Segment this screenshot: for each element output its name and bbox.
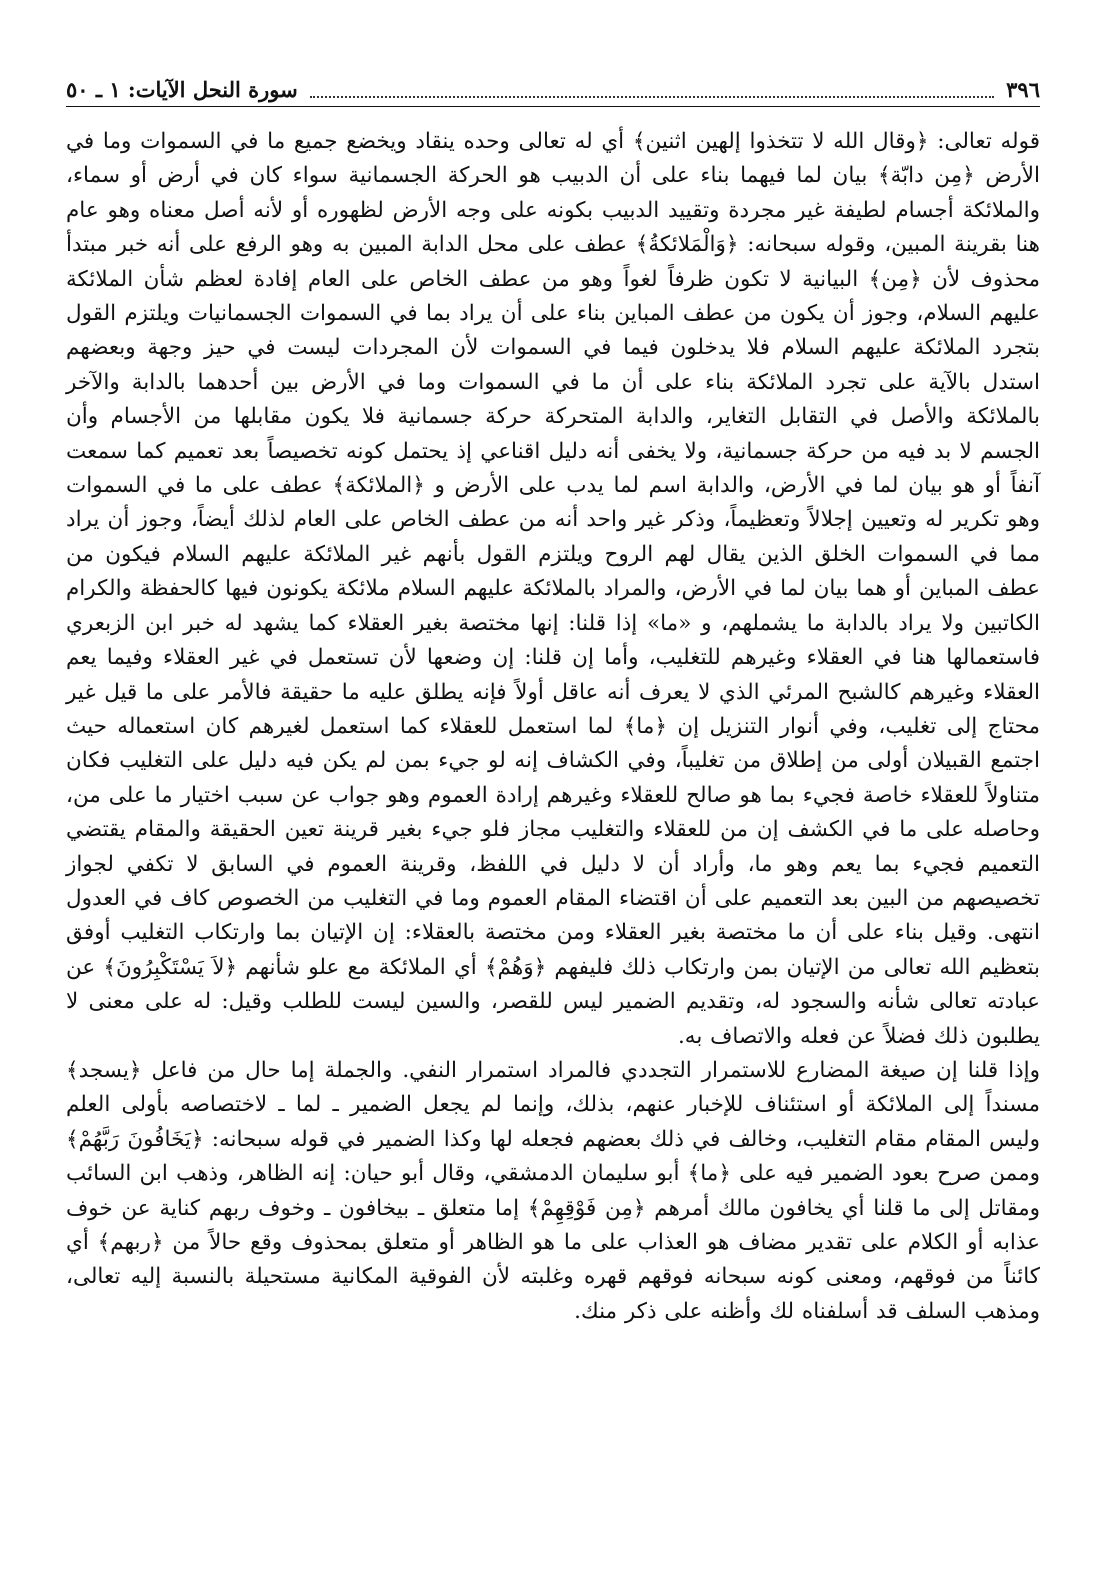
header-dot-leader [310, 95, 994, 98]
tafsir-body-text [66, 125, 1040, 1329]
book-page [66, 58, 1040, 1538]
running-header [66, 58, 1040, 107]
page-number: ٣٩٦ [1006, 77, 1040, 102]
header-surah-title: سورة النحل الآيات: ١ ـ ٥٠ [66, 77, 298, 102]
paragraph-1: قوله تعالى: ﴿وقال الله لا تتخذوا إلهين اثنين﴾ أي له تعالى وحده ينقاد ويخضع جميع ما في السموات وما في الأرض ﴿مِن دابّة﴾ بيان لما فيهما بناء على أن الدبيب هو الحركة الجسمانية سواء كان في أرض أو سماء، والملائكة أجسام لطيفة غير مجردة وتقييد الدبيب بكونه على وجه الأرض لظهوره أو لأنه أصل معناه وهو عام هنا بقرينة المبين، وقوله سبحانه: ﴿وَالْمَلائكةُ﴾ عطف على محل الدابة المبين به وهو الرفع على أنه خبر مبتدأ محذوف لأن ﴿مِن﴾ البيانية لا تكون ظرفاً لغواً وهو من عطف الخاص على العام إفادة لعظم شأن الملائكة عليهم السلام، وجوز أن يكون من عطف المباين بناء على أن يراد بما في السموات الجسمانيات ويلتزم القول بتجرد الملائكة عليهم السلام فلا يدخلون فيما في السموات لأن المجردات ليست في حيز وجهة وبعضهم استدل بالآية على تجرد الملائكة بناء على أن ما في السموات وما في الأرض بين أحدهما بالدابة والآخر بالملائكة والأصل في التقابل التغاير، والدابة المتحركة حركة جسمانية فلا يكون مقابلها من الأجسام وأن الجسم لا بد فيه من حركة جسمانية، ولا يخفى أنه دليل اقناعي إذ يحتمل كونه تخصيصاً بعد تعميم كما سمعت آنفاً أو هو بيان لما في الأرض، والدابة اسم لما يدب على الأرض و ﴿الملائكة﴾ عطف على ما في السموات وهو تكرير له وتعيين إجلالاً وتعظيماً، وذكر غير واحد أنه من عطف الخاص على العام لذلك أيضاً، وجوز أن يراد مما في السموات الخلق الذين يقال لهم الروح ويلتزم القول بأنهم غير الملائكة عليهم السلام فيكون من عطف المباين أو هما بيان لما في الأرض، والمراد بالملائكة عليهم السلام ملائكة يكونون فيها كالحفظة والكرام الكاتبين ولا يراد بالدابة ما يشملهم، و «ما» إذا قلنا: إنها مختصة بغير العقلاء كما يشهد له خبر ابن الزبعري فاستعمالها هنا في العقلاء وغيرهم للتغليب، وأما إن قلنا: إن وضعها لأن تستعمل في غير العقلاء وفيما يعم العقلاء وغيرهم كالشبح المرئي الذي لا يعرف أنه عاقل أولاً فإنه يطلق عليه ما حقيقة فالأمر على ما قيل غير محتاج إلى تغليب، وفي أنوار التنزيل إن ﴿ما﴾ لما استعمل للعقلاء كما استعمل لغيرهم كان استعماله حيث اجتمع القبيلان أولى من إطلاق من تغليباً، وفي الكشاف إنه لو جيء بمن لم يكن فيه دليل على التغليب فكان متناولاً للعقلاء خاصة فجيء بما هو صالح للعقلاء وغيرهم إرادة العموم وهو جواب عن سبب اختيار ما على من، وحاصله على ما في الكشف إن من للعقلاء والتغليب مجاز فلو جيء بغير قرينة تعين الحقيقة والمقام يقتضي التعميم فجيء بما يعم وهو ما، وأراد أن لا دليل في اللفظ، وقرينة العموم في السابق لا تكفي لجواز تخصيصهم من البين بعد التعميم على أن اقتضاء المقام العموم وما في التغليب من الخصوص كاف في العدول انتهى. وقيل بناء على أن ما مختصة بغير العقلاء ومن مختصة بالعقلاء: إن الإتيان بما وارتكاب التغليب أوفق بتعظيم الله تعالى من الإتيان بمن وارتكاب ذلك فليفهم ﴿وَهُمْ﴾ أي الملائكة مع علو شأنهم ﴿لاَ يَسْتَكْبِرُونَ﴾ عن عبادته تعالى شأنه والسجود له، وتقديم الضمير ليس للقصر، والسين ليست للطلب وقيل: له على معنى لا يطلبون ذلك فضلاً عن فعله والاتصاف به. [66, 129, 1040, 1049]
paragraph-2: وإذا قلنا إن صيغة المضارع للاستمرار التجددي فالمراد استمرار النفي. والجملة إما حال من فاعل ﴿يسجد﴾ مسنداً إلى الملائكة أو استئناف للإخبار عنهم، بذلك، وإنما لم يجعل الضمير ـ لما ـ لاختصاصه بأولى العلم وليس المقام مقام التغليب، وخالف في ذلك بعضهم فجعله لها وكذا الضمير في قوله سبحانه: ﴿يَخَافُونَ رَبَّهُمْ﴾ وممن صرح بعود الضمير فيه على ﴿ما﴾ أبو سليمان الدمشقي، وقال أبو حيان: إنه الظاهر، وذهب ابن السائب ومقاتل إلى ما قلنا أي يخافون مالك أمرهم ﴿مِن فَوْقِهِمْ﴾ إما متعلق ـ بيخافون ـ وخوف ربهم كناية عن خوف عذابه أو الكلام على تقدير مضاف هو العذاب على ما هو الظاهر أو متعلق بمحذوف وقع حالاً من ﴿ربهم﴾ أي كائناً من فوقهم، ومعنى كونه سبحانه فوقهم قهره وغلبته لأن الفوقية المكانية مستحيلة بالنسبة إليه تعالى، ومذهب السلف قد أسلفناه لك وأظنه على ذكر منك. [66, 1057, 1040, 1324]
